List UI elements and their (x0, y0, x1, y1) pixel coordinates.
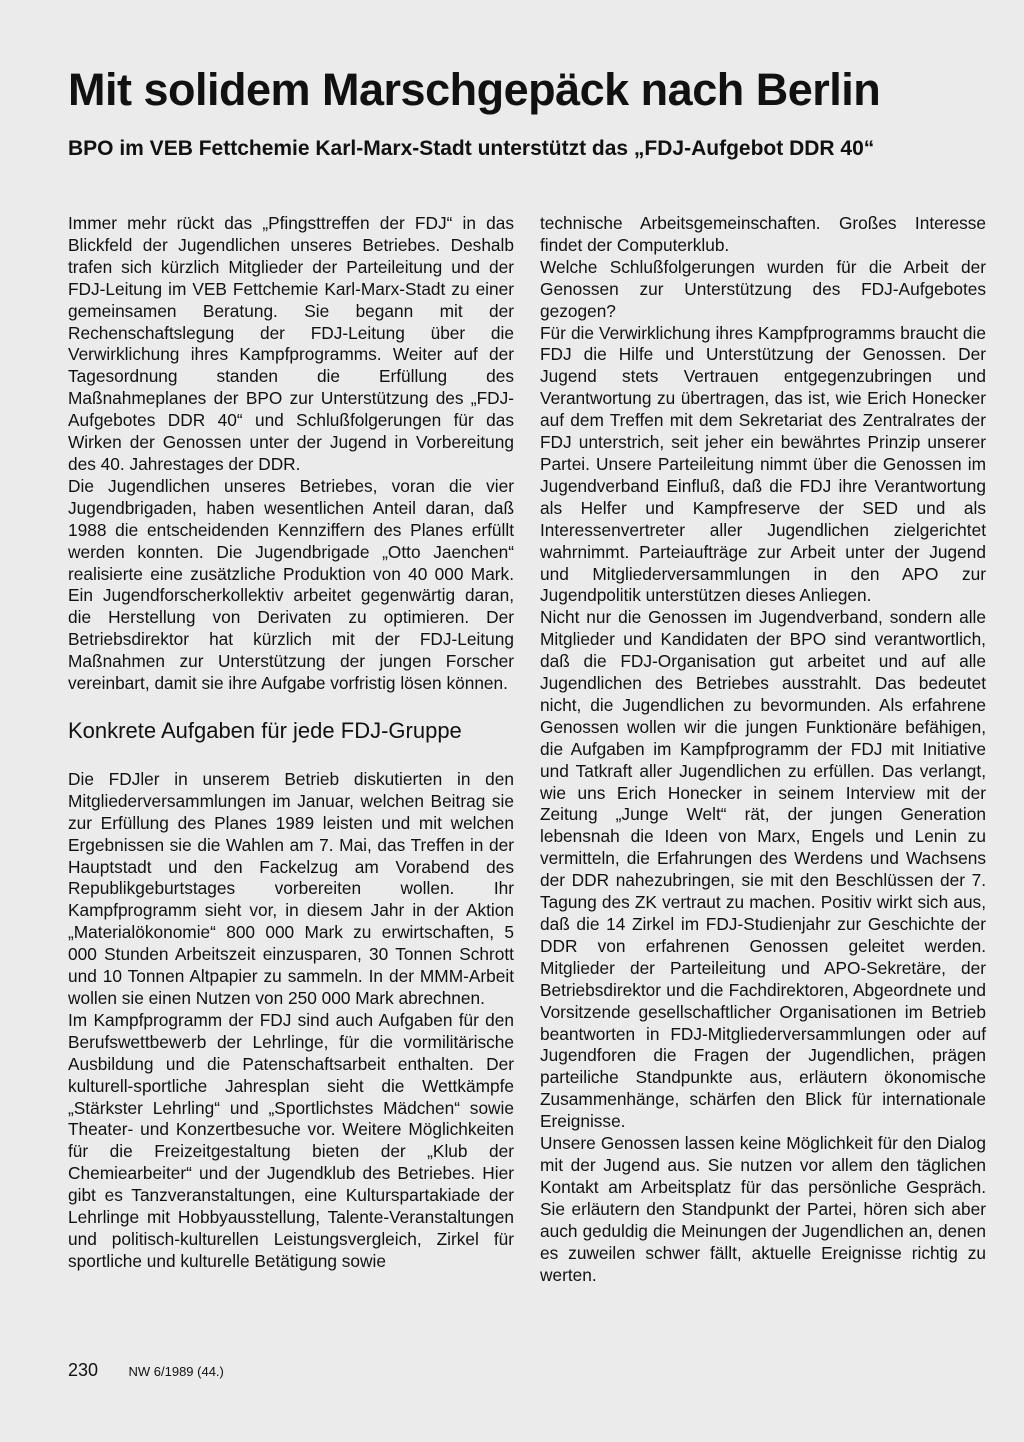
body-paragraph: Welche Schlußfolgerungen wurden für die Arbeit der Genossen zur Unterstützung des FDJ-Aufgebotes gezogen? (540, 256, 986, 321)
page-number: 230 (68, 1360, 99, 1380)
body-paragraph: Für die Verwirklichung ihres Kampfprogramms braucht die FDJ die Hilfe und Unterstützung der Genossen. Der Jugend stets Vertrauen entgegenzubringen und Verantwortung zu übertragen, das ist, wie Erich Honecker auf dem Treffen mit dem Sekretariat des Zentralrates der FDJ unterstrich, seit jeher ein bewährtes Prinzip unserer Partei. Unsere Parteileitung nimmt über die Genossen im Jugendverband Einfluß, daß die FDJ ihre Verantwortung als Helfer und Kampfreserve der SED und als Interessenvertreter aller Jugendlichen zielgerichtet wahrnimmt. Parteiaufträge zur Arbeit unter der Jugend und Mitgliederversammlungen in den APO zur Jugendpolitik unterstützen dieses Anliegen. (540, 322, 986, 606)
issue-reference: NW 6/1989 (44.) (128, 1364, 224, 1379)
body-paragraph: Nicht nur die Genossen im Jugendverband, sondern alle Mitglieder und Kandidaten der BPO sind verantwortlich, daß die FDJ-Organisation gut arbeitet und auf alle Jugendlichen des Betriebes ausstrahlt. Das bedeutet nicht, die Jugendlichen zu bevormunden. Als erfahrene Genossen wollen wir die jungen Funktionäre befähigen, die Aufgaben im Kampfprogramm der FDJ mit Initiative und Tatkraft aller Jugendlichen zu erfüllen. Das verlangt, wie uns Erich Honecker in seinem Interview mit der Zeitung „Junge Welt“ rät, der jungen Generation lebensnah die Ideen von Marx, Engels und Lenin zu vermitteln, die Erfahrungen des Werdens und Wachsens der DDR nahezubringen, sie mit den Beschlüssen der 7. Tagung des ZK vertraut zu machen. Positiv wirkt sich aus, daß die 14 Zirkel im FDJ-Studienjahr zur Geschichte der DDR von erfahrenen Genossen geleitet werden. Mitglieder der Parteileitung und APO-Sekretäre, der Betriebsdirektor und die Fachdirektoren, Abgeordnete und Vorsitzende gesellschaftlicher Organisationen im Betrieb beantworten in FDJ-Mitgliederversammlungen oder auf Jugendforen die Fragen der Jugendlichen, prägen parteiliche Standpunkte aus, erläutern ökonomische Zusammenhänge, schärfen den Blick für internationale Ereignisse. (540, 607, 986, 1132)
body-paragraph: Die FDJler in unserem Betrieb diskutierten in den Mitgliederversammlungen im Januar, welchen Beitrag sie zur Erfüllung des Planes 1989 leisten und mit welchen Ergebnissen sie die Wahlen am 7. Mai, das Treffen in der Hauptstadt und den Fackelzug am Vorabend des Republikgeburtstages vorbereiten wollen. Ihr Kampfprogramm sieht vor, in diesem Jahr in der Aktion „Materialökonomie“ 800 000 Mark zu erwirtschaften, 5 000 Stunden Arbeitszeit einzusparen, 30 Tonnen Schrott und 10 Tonnen Altpapier zu sammeln. In der MMM-Arbeit wollen sie einen Nutzen von 250 000 Mark abrechnen. (68, 768, 514, 1008)
body-paragraph: Immer mehr rückt das „Pfingsttreffen der FDJ“ in das Blickfeld der Jugendlichen unseres Betriebes. Deshalb trafen sich kürzlich Mitglieder der Parteileitung und der FDJ-Leitung im VEB Fettchemie Karl-Marx-Stadt zu einer gemeinsamen Beratung. Sie begann mit der Rechenschaftslegung der FDJ-Leitung über die Verwirklichung ihres Kampfprogramms. Weiter auf der Tagesordnung standen die Erfüllung des Maßnahmeplanes der BPO zur Unterstützung des „FDJ-Aufgebotes DDR 40“ und Schlußfolgerungen für das Wirken der Genossen unter der Jugend in Vorbereitung des 40. Jahrestages der DDR. (68, 213, 514, 474)
article-subtitle: BPO im VEB Fettchemie Karl-Marx-Stadt unterstützt das „FDJ-Aufgebot DDR 40“ (68, 137, 875, 160)
right-column (540, 213, 986, 1286)
left-column (68, 213, 514, 1273)
body-paragraph: Die Jugendlichen unseres Betriebes, voran die vier Jugendbrigaden, haben wesentlichen Anteil daran, daß 1988 die entscheidenden Kennziffern des Planes erfüllt werden konnten. Die Jugendbrigade „Otto Jaenchen“ realisierte eine zusätzliche Produktion von 40 000 Mark. Ein Jugendforscherkollektiv arbeitet gegenwärtig daran, die Herstellung von Derivaten zu optimieren. Der Betriebsdirektor hat kürzlich mit der FDJ-Leitung Maßnahmen zur Unterstützung der jungen Forscher vereinbart, damit sie ihre Aufgabe vorfristig lösen können. (68, 475, 514, 694)
body-paragraph: Im Kampfprogramm der FDJ sind auch Aufgaben für den Berufswettbewerb der Lehrlinge, für die vormilitärische Ausbildung und die Patenschaftsarbeit enthalten. Der kulturell-sportliche Jahresplan sieht die Wettkämpfe „Stärkster Lehrling“ und „Sportlichstes Mädchen“ sowie Theater- und Konzertbesuche vor. Weitere Möglichkeiten für die Freizeitgestaltung bieten der „Klub der Chemiearbeiter“ und der Jugendklub des Betriebes. Hier gibt es Tanzveranstaltungen, eine Kulturspartakiade der Lehrlinge mit Hobbyausstellung, Talente-Veranstaltungen und politisch-kulturellen Leistungsvergleich, Zirkel für sportliche und kulturelle Betätigung sowie (68, 1009, 514, 1271)
article-title: Mit solidem Marschgepäck nach Berlin (68, 64, 881, 115)
body-paragraph: Unsere Genossen lassen keine Möglichkeit für den Dialog mit der Jugend aus. Sie nutzen vor allem den täglichen Kontakt am Arbeitsplatz für das persönliche Gespräch. Sie erläutern den Standpunkt der Partei, hören sich aber auch geduldig die Meinungen der Jugendlichen an, denen es zuweilen schwer fällt, aktuelle Ereignisse richtig zu werten. (540, 1133, 986, 1285)
section-heading: Konkrete Aufgaben für jede FDJ-Gruppe (68, 717, 462, 743)
page-footer (68, 1360, 224, 1381)
body-paragraph: technische Arbeitsgemeinschaften. Großes Interesse findet der Computerklub. (540, 213, 986, 255)
